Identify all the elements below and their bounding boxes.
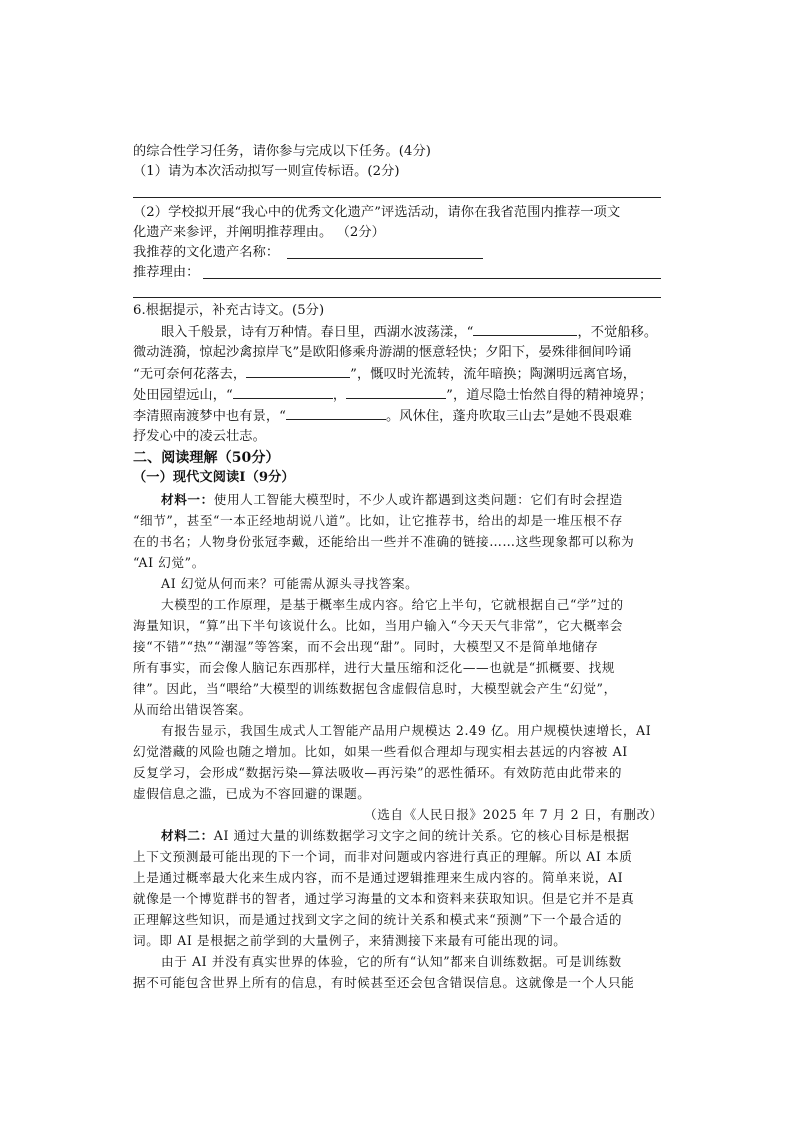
material-2-line-3: 上是通过概率最大化来生成内容，而不是通过逻辑推理来生成内容的。简单来说，AI [133, 870, 624, 885]
material-1-line-5: AI 幻觉从何而来？可能需从源头寻找答案。 [161, 576, 419, 591]
material-1-line-10: 律”。因此，当“喂给”大模型的训练数据包含虚假信息时，大模型就会产生“幻觉”， [133, 681, 617, 696]
task6-para-line4: 处田园望远山，“ ， ”，道尽隐士怡然自得的精神境界； [133, 385, 663, 406]
answer-line-2[interactable] [133, 297, 661, 298]
material-1-line-7: 海量知识，“算”出下半句该说什么。比如，当用户输入“今天天气非常”，它大概率会 [133, 618, 623, 633]
material-2-line-6: 词。即 AI 是根据之前学到的大量例子，来猜测接下来最有可能出现的词。 [133, 933, 567, 948]
task6-para-line1: 眼入千般景，诗有万种情。春日里，西湖水波荡漾，“ ，不觉船移。 [161, 322, 691, 343]
material-2-line-1: 材料二：AI 通过大量的训练数据学习文字之间的统计关系。它的核心目标是根据 [161, 828, 630, 843]
poem-blank-1[interactable] [473, 322, 577, 336]
poem-blank-4[interactable] [346, 385, 446, 399]
material-2-line-5: 正理解这些知识，而是通过找到文字之间的统计关系和模式来“预测”下一个最合适的 [133, 912, 623, 927]
section-2-title: 二、阅读理解（50分） [133, 450, 280, 466]
material-1-line-13: 幻觉潜藏的风险也随之增加。比如，如果一些看似合理却与现实相去甚远的内容被 AI [133, 744, 628, 759]
poem-blank-5[interactable] [286, 406, 386, 420]
task6-para-line6: 抒发心中的凌云壮志。 [133, 429, 266, 444]
task6-para-line3: “无可奈何花落去， ”，慨叹时光流转，流年暗换；陶渊明远离官场， [133, 364, 663, 385]
material-1-line-2: “细节”，甚至“一本正经地胡说八道”。比如，让它推荐书，给出的却是一堆压根不存 [133, 513, 623, 528]
poem-blank-2[interactable] [246, 364, 350, 378]
material-1-line-3: 在的书名；人物身份张冠李戴，还能给出一些并不准确的链接……这些现象都可以称为 [133, 534, 635, 549]
material-2-line-2: 上下文预测最可能出现的下一个词，而非对问题或内容进行真正的理解。所以 AI 本质 [133, 849, 633, 864]
task6-para-line2: 微动涟漪，惊起沙禽掠岸飞”是欧阳修乘舟游湖的惬意轻快；夕阳下，晏殊徘徊间吟诵 [133, 345, 632, 360]
task5-question-1: （1）请为本次活动拟写一则宣传标语。(2分) [133, 164, 400, 179]
material-1-line-6: 大模型的工作原理，是基于概率生成内容。给它上半句，它就根据自己“学”过的 [161, 597, 624, 612]
material-1-line-8: 接“不错”“热”“潮湿”等答案，而不会出现“甜”。同时，大模型又不是简单地储存 [133, 639, 599, 654]
material-2-line-8: 据不可能包含世界上所有的信息，有时候甚至还会包含错误信息。这就像是一个人只能 [133, 975, 635, 990]
answer-line-1[interactable] [133, 197, 661, 198]
task6-title: 6.根据提示，补充古诗文。(5分) [133, 303, 325, 318]
material-1-line-12: 有报告显示，我国生成式人工智能产品用户规模达 2.49 亿。用户规模快速增长，AI [161, 723, 652, 738]
material-1-source: （选自《人民日报》2025 年 7 月 2 日，有删改） [364, 807, 663, 822]
task5-intro: 的综合性学习任务，请你参与完成以下任务。(4分) [133, 144, 432, 159]
material-1-line-4: “AI 幻觉”。 [133, 555, 205, 570]
material-1-line-9: 所有事实，而会像人脑记东西那样，进行大量压缩和泛化——也就是“抓概要、找规 [133, 660, 616, 675]
material-1-line-1: 材料一：使用人工智能大模型时，不少人或许都遇到这类问题：它们有时会捏造 [161, 492, 623, 507]
material-1-line-15: 虚假信息之滥，已成为不容回避的课题。 [133, 786, 371, 801]
material-2-line-4: 就像是一个博览群书的智者，通过学习海量的文本和资料来获取知识。但是它并不是真 [133, 891, 635, 906]
task5-question-2a: （2）学校拟开展“我心中的优秀文化遗产”评选活动，请你在我省范围内推荐一项文 [133, 205, 621, 220]
material-2-line-7: 由于 AI 并没有真实世界的体验，它的所有“认知”都来自训练数据。可是训练数 [161, 954, 622, 969]
heritage-name-label: 我推荐的文化遗产名称： [133, 245, 280, 260]
section-2-subtitle: （一）现代文阅读Ⅰ（9分） [133, 470, 295, 485]
reason-blank[interactable] [203, 278, 661, 279]
poem-blank-3[interactable] [233, 385, 333, 399]
material-1-line-14: 反复学习，会形成“数据污染—算法吸收—再污染”的恶性循环。有效防范由此带来的 [133, 765, 623, 780]
material-1-line-11: 从而给出错误答案。 [133, 702, 252, 717]
heritage-name-blank[interactable] [287, 258, 483, 259]
task5-question-2b: 化遗产来参评，并阐明推荐理由。 （2分） [133, 225, 385, 240]
task6-para-line5: 李清照南渡梦中也有景，“ 。风休住，蓬舟吹取三山去”是她不畏艰难 [133, 406, 663, 427]
reason-label: 推荐理由： [133, 265, 200, 280]
